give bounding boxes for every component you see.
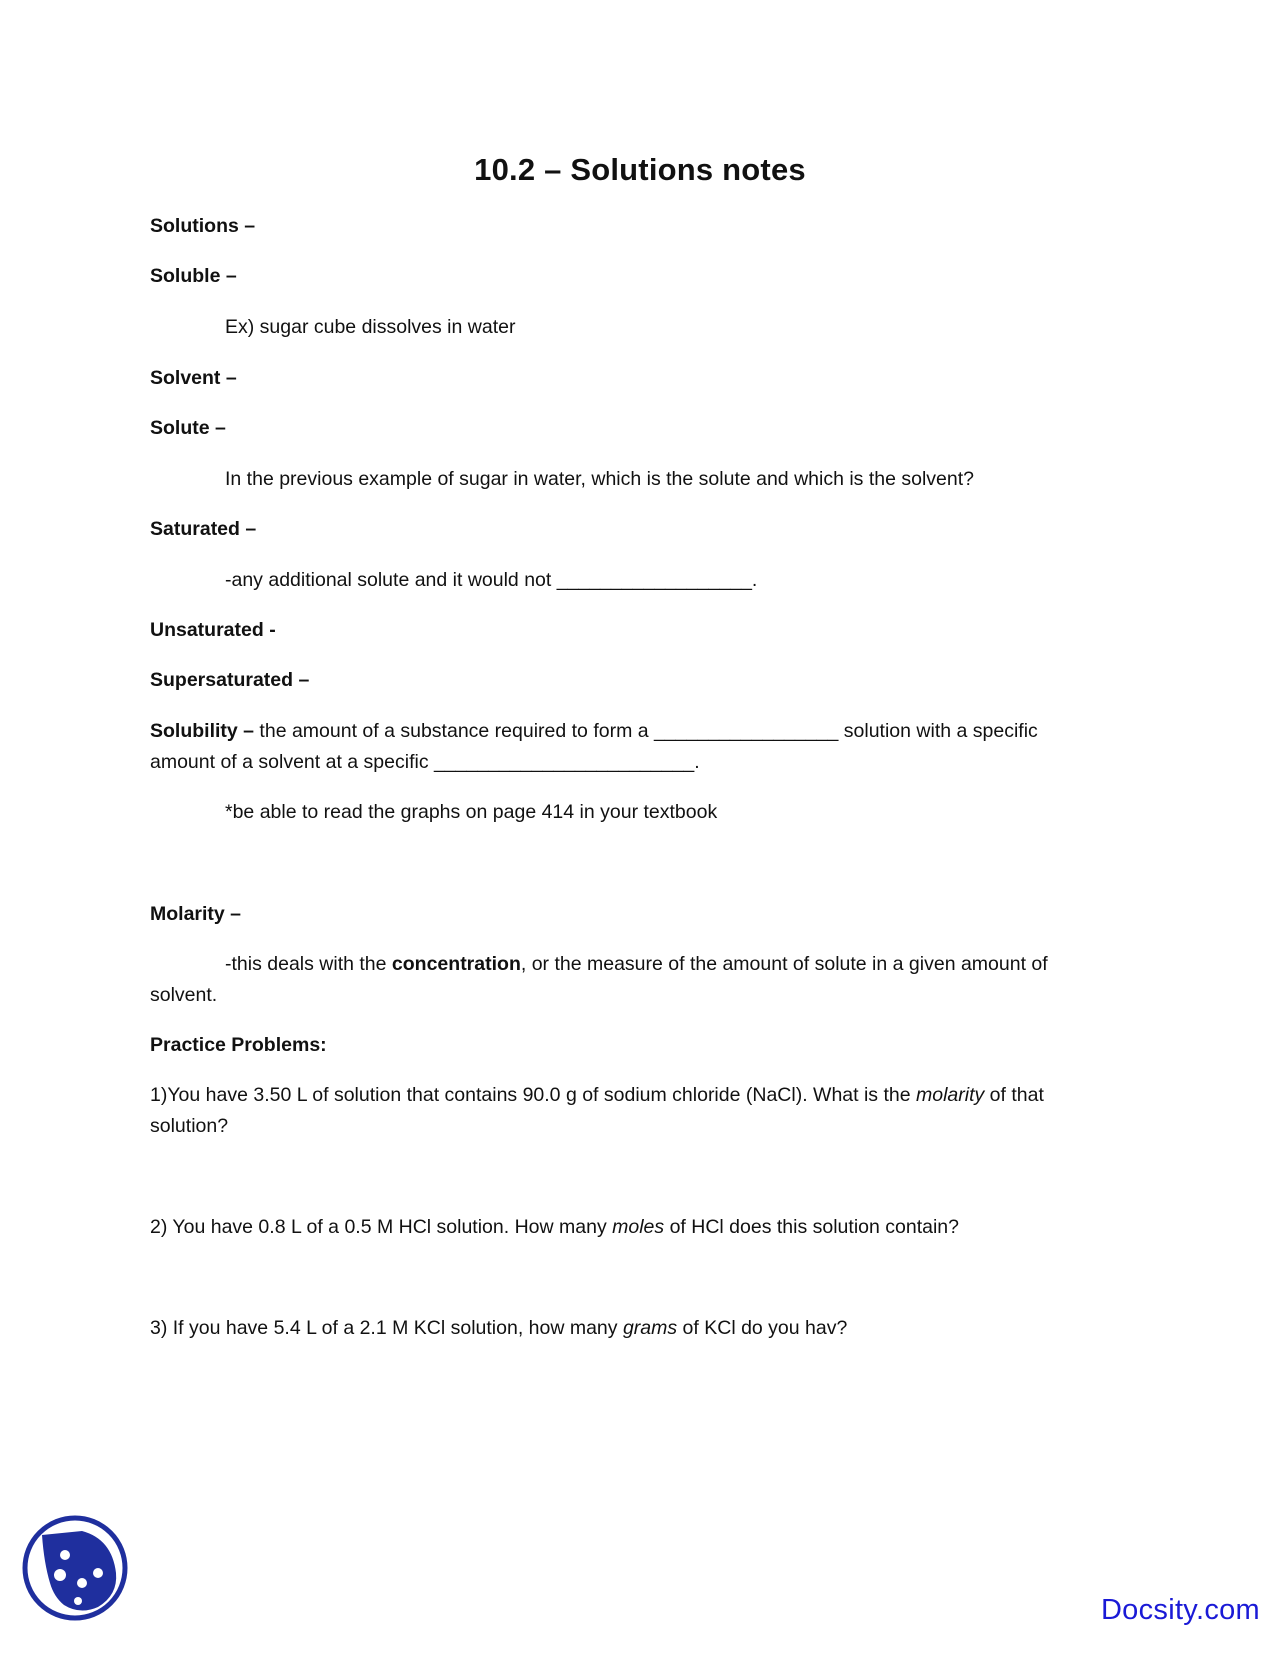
molarity-note-start: -this deals with the bbox=[225, 953, 392, 975]
solute-question: In the previous example of sugar in water, which is the solute and which is the solvent? bbox=[225, 468, 974, 490]
docsity-brand-link[interactable]: Docsity.com bbox=[1100, 1594, 1260, 1626]
term-solubility: Solubility – bbox=[150, 720, 255, 742]
term-saturated: Saturated – bbox=[150, 518, 257, 540]
problem-3-italic: grams bbox=[622, 1317, 678, 1339]
term-molarity: Molarity – bbox=[150, 903, 242, 925]
problem-2 bbox=[150, 1211, 959, 1243]
term-soluble: Soluble – bbox=[150, 265, 237, 287]
molarity-note-line-1 bbox=[225, 948, 1048, 980]
problem-1-italic: molarity bbox=[916, 1084, 985, 1106]
problem-1-text-b: of that bbox=[984, 1084, 1044, 1106]
problem-2-text-a: 2) You have 0.8 L of a 0.5 M HCl solution. How many bbox=[150, 1216, 613, 1238]
term-supersaturated: Supersaturated – bbox=[150, 669, 310, 691]
solubility-definition-text: the amount of a substance required to form a _________________ solution with a specific bbox=[254, 720, 1038, 742]
saturated-note: -any additional solute and it would not __________________. bbox=[225, 569, 758, 591]
problem-1-line-1 bbox=[150, 1079, 1044, 1111]
problem-3-text-a: 3) If you have 5.4 L of a 2.1 M KCl solution, how many bbox=[150, 1317, 623, 1339]
molarity-note-line-2: solvent. bbox=[150, 984, 218, 1006]
problem-3-text-b: of KCl do you hav? bbox=[677, 1317, 848, 1339]
problem-2-text-b: of HCl does this solution contain? bbox=[664, 1216, 959, 1238]
docsity-logo-graphic bbox=[20, 1513, 130, 1623]
term-solvent: Solvent – bbox=[150, 367, 237, 389]
soluble-example: Ex) sugar cube dissolves in water bbox=[225, 316, 516, 338]
term-unsaturated: Unsaturated - bbox=[150, 619, 276, 641]
problem-2-italic: moles bbox=[612, 1216, 665, 1238]
problem-1-line-2: solution? bbox=[150, 1115, 229, 1137]
solubility-definition-line-1 bbox=[150, 715, 1038, 747]
molarity-note-end: , or the measure of the amount of solute in a given amount of bbox=[520, 953, 1048, 975]
solubility-definition-line-2: amount of a solvent at a specific ________________________. bbox=[150, 751, 700, 773]
problem-1-text-a: 1)You have 3.50 L of solution that contains 90.0 g of sodium chloride (NaCl). What is the bbox=[150, 1084, 916, 1106]
concentration-term: concentration bbox=[391, 953, 521, 975]
page-title: 10.2 – Solutions notes bbox=[474, 152, 806, 187]
problem-3 bbox=[150, 1312, 847, 1344]
solubility-note: *be able to read the graphs on page 414 in your textbook bbox=[225, 801, 718, 823]
term-solute: Solute – bbox=[150, 417, 226, 439]
practice-heading: Practice Problems: bbox=[150, 1034, 327, 1056]
docsity-logo-icon[interactable] bbox=[20, 1513, 130, 1623]
term-solutions: Solutions – bbox=[150, 215, 256, 237]
